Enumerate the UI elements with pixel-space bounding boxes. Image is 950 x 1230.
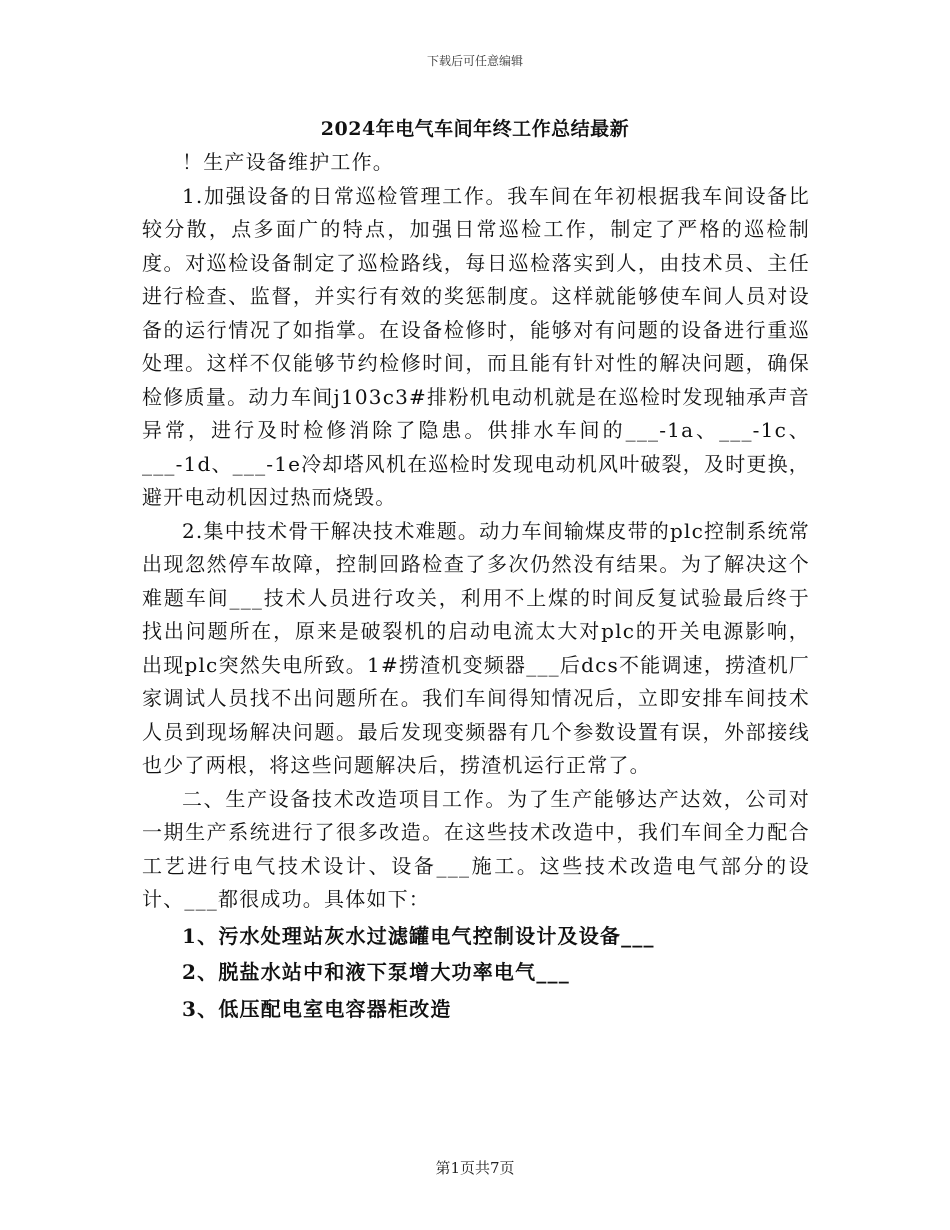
list-item: 3、低压配电室电容器柜改造 (182, 996, 452, 1021)
paragraph-technical-renovation: 二、生产设备技术改造项目工作。为了生产能够达产达效，公司对一期生产系统进行了很多改造。在这些技术改造中，我们车间全力配合工艺进行电气技术设计、设备___施工。这些技术改造电气部分的设计、___都很成功。具体如下： (142, 786, 810, 911)
paragraph-section-heading: ！生产设备维护工作。 (182, 150, 394, 174)
document-body (142, 146, 810, 1026)
list-item: 1、污水处理站灰水过滤罐电气控制设计及设备___ (182, 923, 655, 948)
paragraph-inspection: 1.加强设备的日常巡检管理工作。我车间在年初根据我车间设备比较分散，点多面广的特点，加强日常巡检工作，制定了严格的巡检制度。对巡检设备制定了巡检路线，每日巡检落实到人，由技术员、主任进行检查、监督，并实行有效的奖惩制度。这样就能够使车间人员对设备的运行情况了如指掌。在设备检修时，能够对有问题的设备进行重巡处理。这样不仅能够节约检修时间，而且能有针对性的解决问题，确保检修质量。动力车间j103c3#排粉机电动机就是在巡检时发现轴承声音异常，进行及时检修消除了隐患。供排水车间的___-1a、___-1c、___-1d、___-1e冷却塔风机在巡检时发现电动机风叶破裂，及时更换，避开电动机因过热而烧毁。 (142, 183, 811, 509)
list-item: 2、脱盐水站中和液下泵增大功率电气___ (182, 960, 570, 984)
paragraph-technical-problems: 2.集中技术骨干解决技术难题。动力车间输煤皮带的plc控制系统常出现忽然停车故障，控制回路检查了多次仍然没有结果。为了解决这个难题车间___技术人员进行攻关，利用不上煤的时间反复试验最后终于找出问题所在，原来是破裂机的启动电流太大对plc的开关电源影响，出现plc突然失电所致。1#捞渣机变频器___后dcs不能调速，捞渣机厂家调试人员找不出问题所在。我们车间得知情况后，立即安排车间技术人员到现场解决问题。最后发现变频器有几个参数设置有误，外部接线也少了两根，将这些问题解决后，捞渣机运行正常了。 (142, 518, 810, 777)
document-title: 2024年电气车间年终工作总结最新 (320, 118, 630, 140)
page-number: 第1页共7页 (435, 1159, 515, 1177)
header-note: 下载后可任意编辑 (426, 54, 523, 68)
